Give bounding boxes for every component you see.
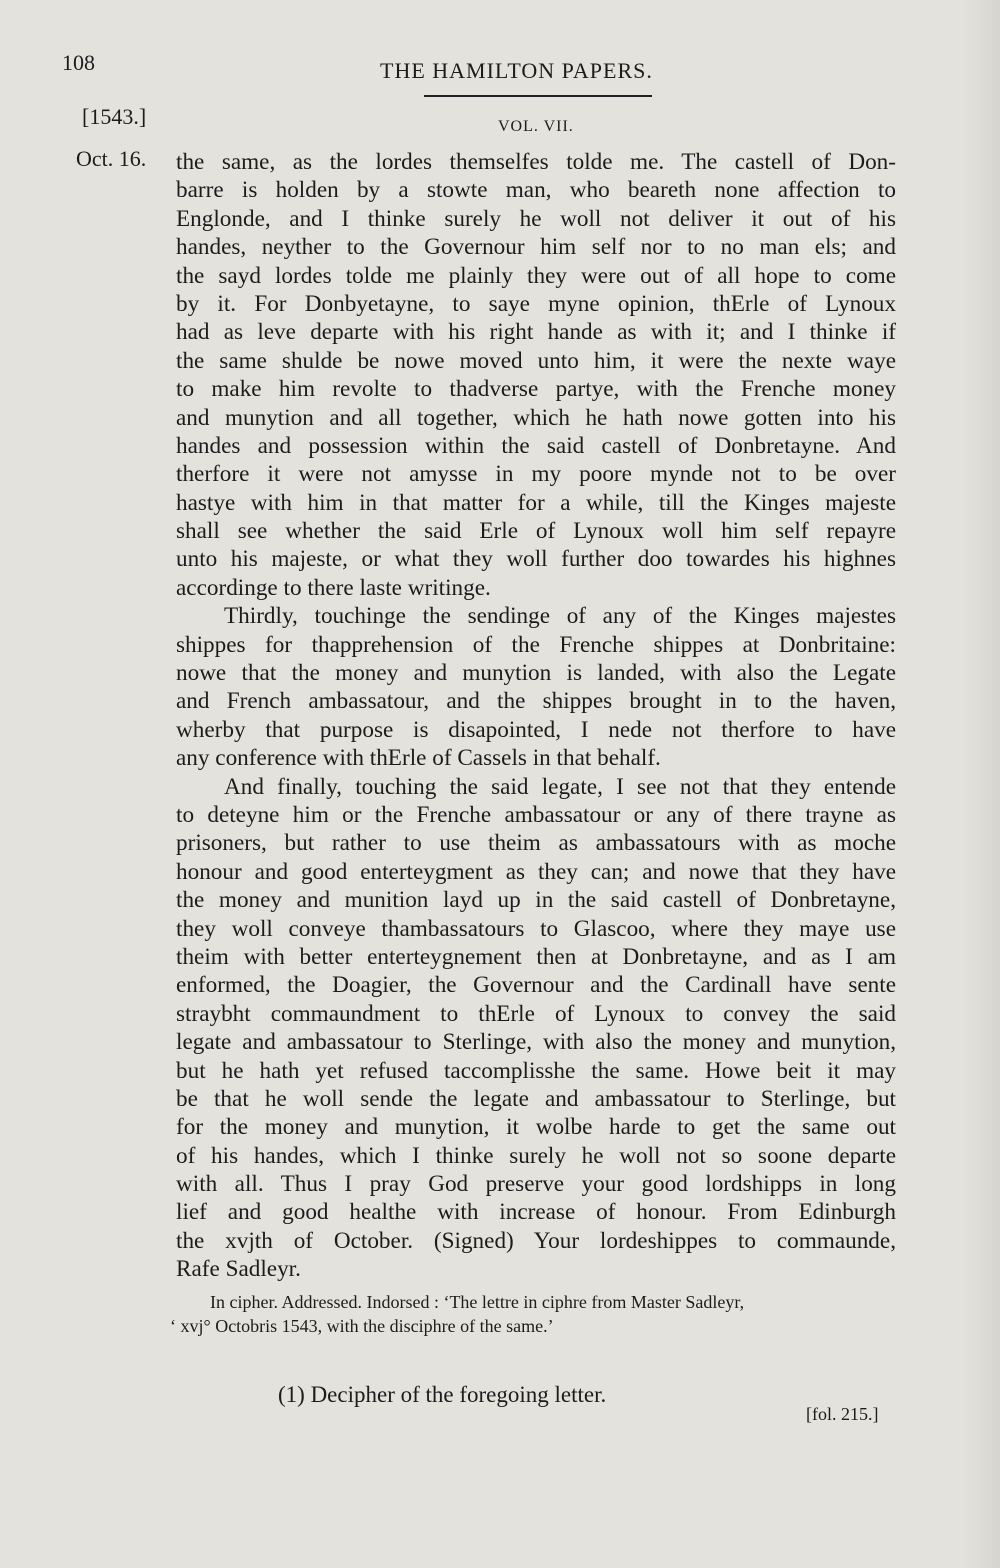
text-line: legate and ambassatour to Sterlinge, with also the money and munytion,	[176, 1029, 896, 1056]
text-line: barre is holden by a stowte man, who beareth none affection to	[176, 177, 896, 204]
text-line: handes, neyther to the Governour him self nor to no man els; and	[176, 234, 896, 261]
text-line: wherby that purpose is disapointed, I nede not therfore to have	[176, 716, 896, 743]
footnote	[166, 1290, 896, 1338]
text-line: any conference with thErle of Cassels in that behalf.	[176, 745, 661, 772]
volume-label: VOL. VII.	[498, 118, 574, 135]
text-line: by it. For Donbyetayne, to saye myne opinion, thErle of Lynoux	[176, 290, 896, 317]
signature-line: Rafe Sadleyr.	[176, 1256, 301, 1283]
text-line: Englonde, and I thinke surely he woll not deliver it out of his	[176, 205, 896, 232]
text-line: be that he woll sende the legate and ambassatour to Sterlinge, but	[176, 1085, 896, 1112]
title-rule	[424, 95, 652, 97]
text-line: and munytion and all together, which he hath nowe gotten into his	[176, 404, 896, 431]
text-line: for the money and munytion, it wolbe harde to get the same out	[176, 1114, 896, 1141]
text-line: the same, as the lordes themselfes tolde me. The castell of Don-	[176, 149, 896, 175]
folio-reference: [fol. 215.]	[806, 1404, 879, 1424]
text-line: with all. Thus I pray God preserve your good lordshipps in long	[176, 1171, 896, 1198]
text-line: straybht commaundment to thErle of Lynoux to convey the said	[176, 1000, 896, 1027]
text-line: prisoners, but rather to use theim as ambassatours with as moche	[176, 830, 896, 857]
page-edge-shade	[960, 0, 1000, 1568]
running-title: THE HAMILTON PAPERS.	[380, 58, 653, 83]
text-line: nowe that the money and munytion is landed, with also the Legate	[176, 660, 896, 687]
text-line: unto his majeste, or what they woll further doo towardes his highnes	[176, 546, 896, 573]
text-line: handes and possession within the said castell of Donbretayne. And	[176, 432, 896, 459]
footnote-line: In cipher. Addressed. Indorsed : ‘The lettre in ciphre from Master Sadleyr,	[210, 1292, 745, 1312]
text-line: but he hath yet refused taccomplisshe the same. Howe beit it may	[176, 1057, 896, 1084]
text-line: hastye with him in that matter for a while, till the Kinges majeste	[176, 489, 896, 516]
text-line: therfore it were not amysse in my poore mynde not to be over	[176, 461, 896, 488]
text-line: the sayd lordes tolde me plainly they were out of all hope to come	[176, 262, 896, 289]
text-line: honour and good enterteygment as they can; and nowe that they have	[176, 858, 896, 885]
text-line: lief and good healthe with increase of honour. From Edinburgh	[176, 1199, 896, 1226]
page-number: 108	[62, 50, 95, 75]
text-line: the same shulde be nowe moved unto him, it were the nexte waye	[176, 347, 896, 374]
text-line: of his handes, which I thinke surely he woll not so soone departe	[176, 1142, 896, 1169]
text-line: to make him revolte to thadverse partye, with the Frenche money	[176, 376, 896, 403]
margin-year: [1543.]	[82, 104, 147, 129]
letter-body	[176, 148, 896, 1284]
text-line: the xvjth of October. (Signed) Your lordeshippes to commaunde,	[176, 1227, 896, 1254]
text-line: theim with better enterteygnement then at Donbretayne, and as I am	[176, 943, 896, 970]
text-line: they woll conveye thambassatours to Glascoo, where they maye use	[176, 915, 896, 942]
text-line: had as leve departe with his right hande as with it; and I thinke if	[176, 319, 896, 346]
text-line: accordinge to there laste writinge.	[176, 574, 491, 601]
text-line: Thirdly, touchinge the sendinge of any of the Kinges majestes	[224, 603, 896, 630]
text-line: the money and munition layd up in the said castell of Donbretayne,	[176, 887, 896, 914]
text-line: and French ambassatour, and the shippes brought in to the haven,	[176, 688, 896, 715]
text-line: enformed, the Doagier, the Governour and the Cardinall have sente	[176, 972, 896, 999]
text-line: And finally, touching the said legate, I see not that they entende	[224, 773, 896, 800]
text-line: shall see whether the said Erle of Lynoux woll him self repayre	[176, 518, 896, 545]
section-heading: (1) Decipher of the foregoing letter.	[278, 1382, 607, 1407]
text-line: shippes for thapprehension of the Frenche shippes at Donbritaine:	[176, 631, 896, 658]
footnote-line: ‘ xvj° Octobris 1543, with the disciphre of the same.’	[170, 1316, 554, 1336]
text-line: to deteyne him or the Frenche ambassatour or any of there trayne as	[176, 801, 896, 828]
margin-date: Oct. 16.	[76, 146, 147, 171]
